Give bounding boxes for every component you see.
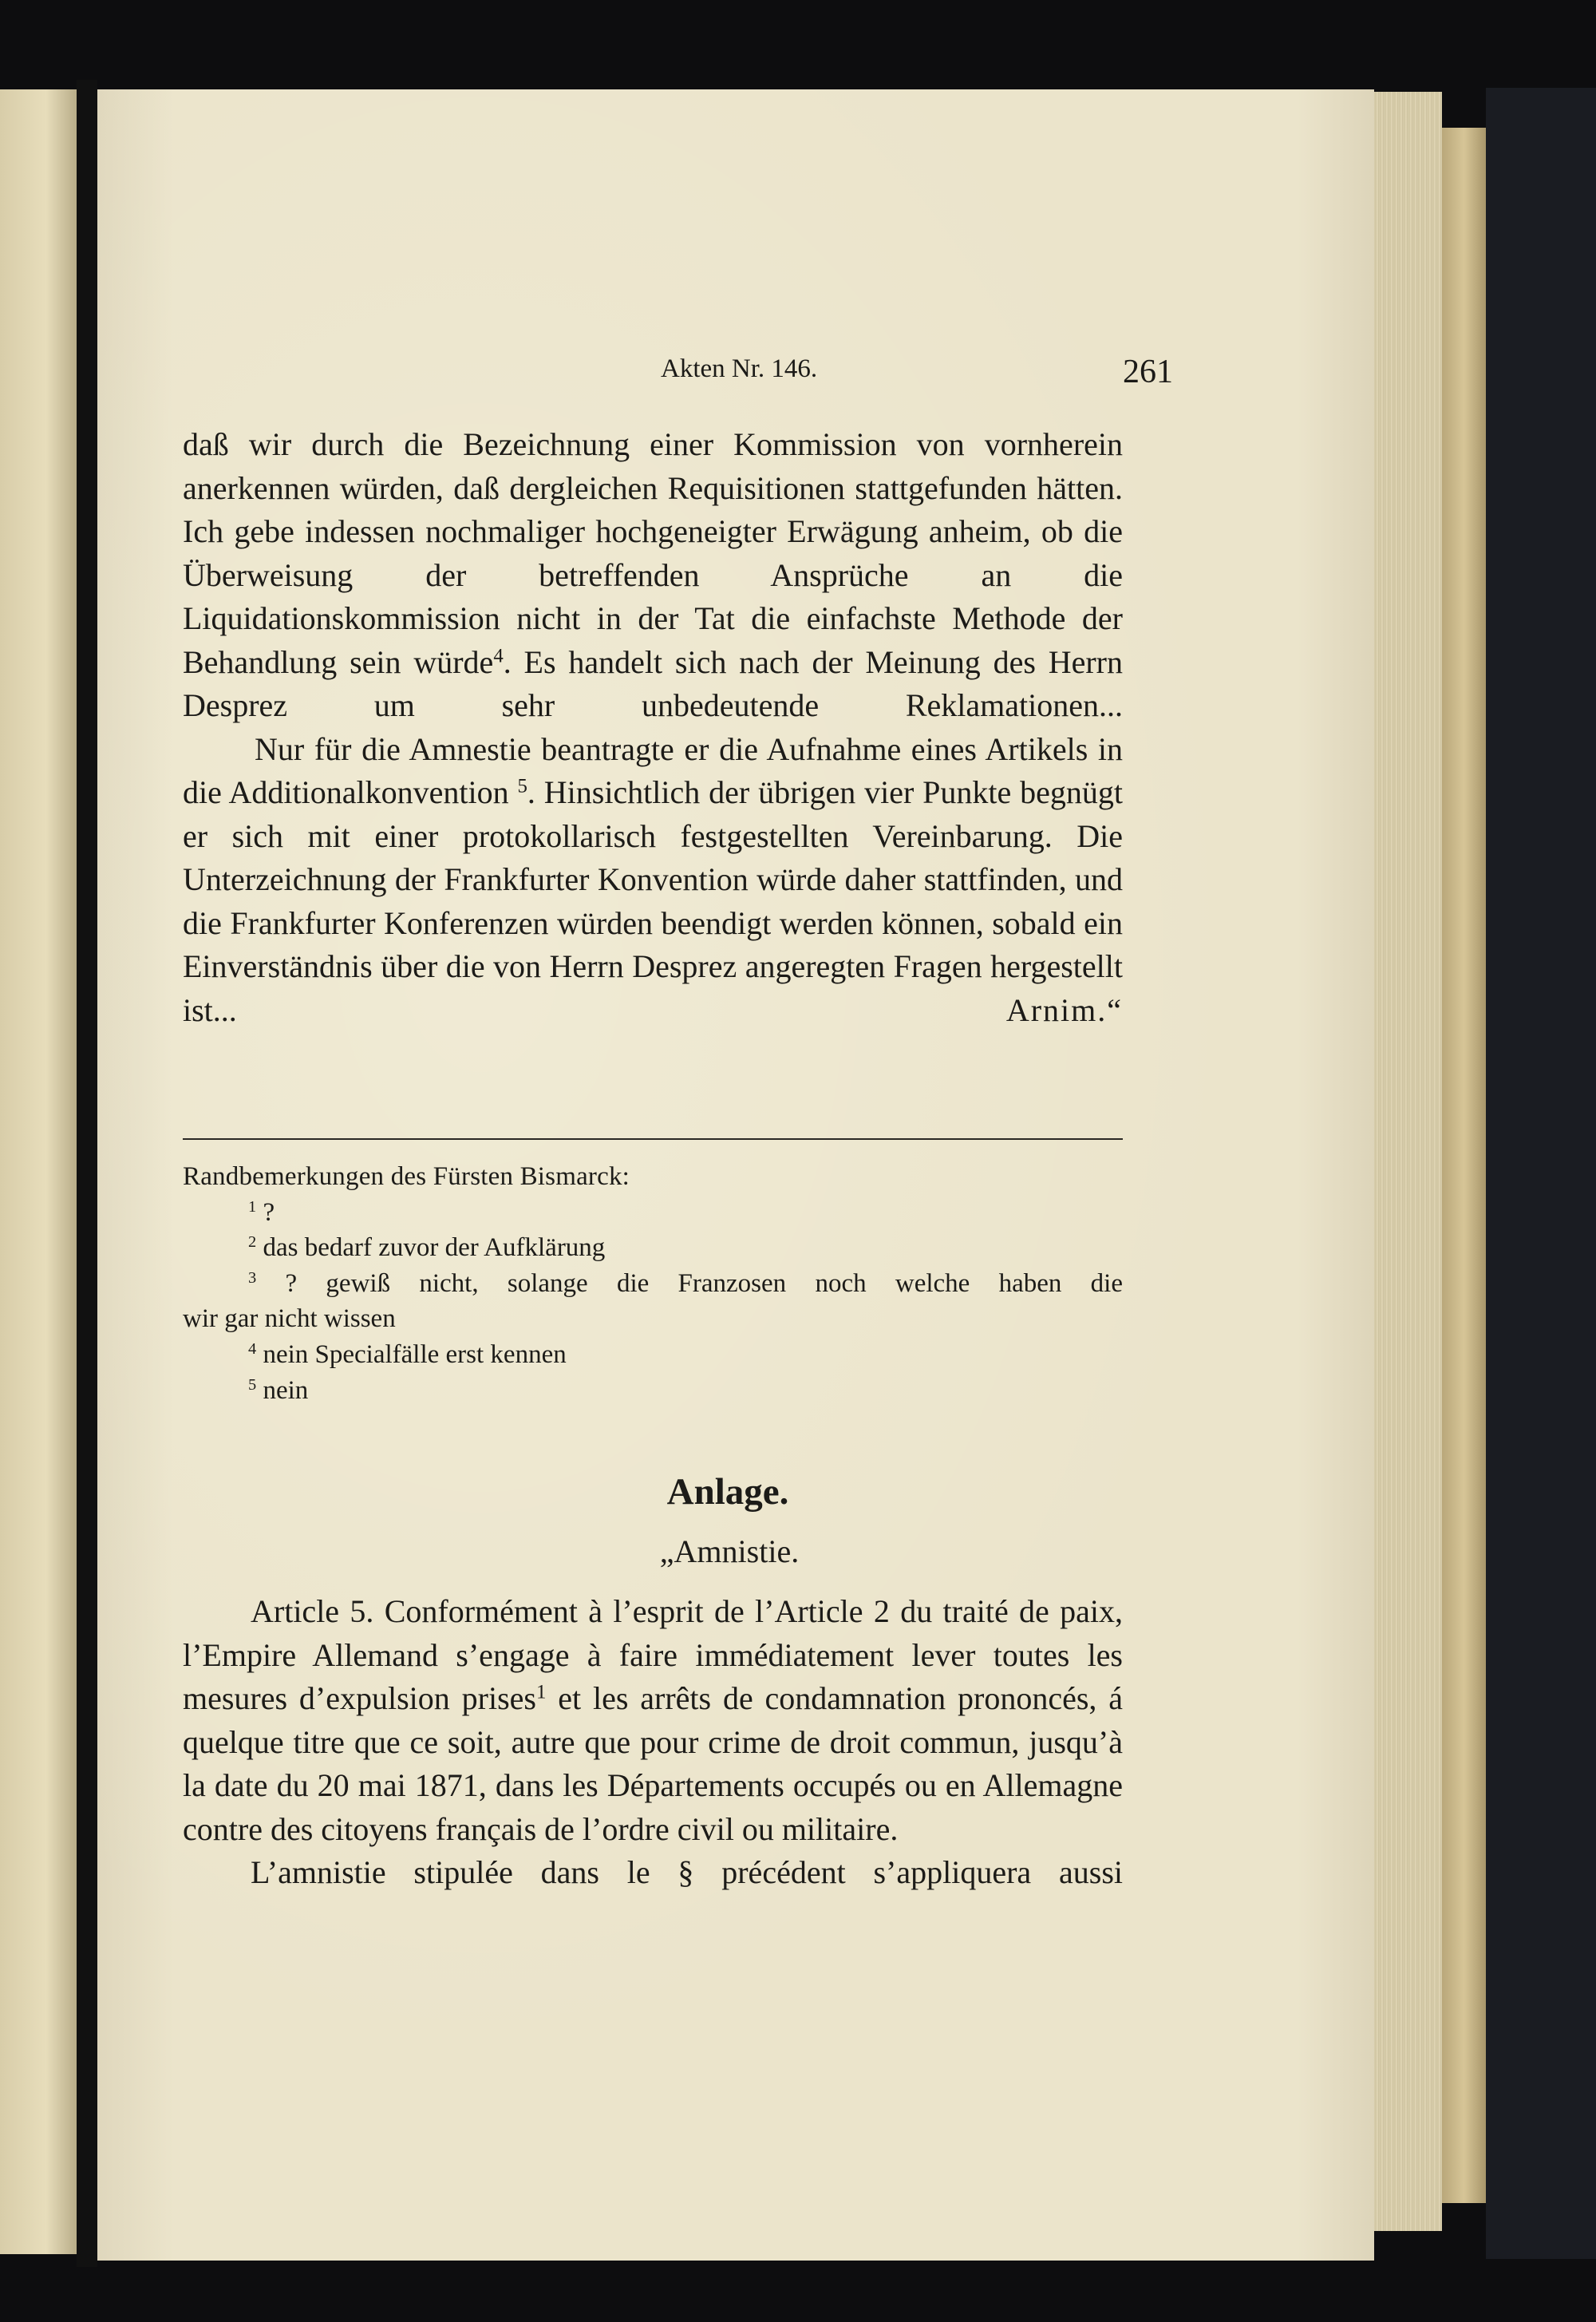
appendix-title: Anlage.	[666, 1471, 789, 1513]
footnote-marker-5: 5	[517, 775, 527, 797]
notes-heading: Randbemerkungen des Fürsten Bismarck:	[183, 1162, 630, 1191]
page-header	[97, 353, 1374, 401]
running-head: Akten Nr. 146.	[661, 354, 818, 383]
book-page	[97, 89, 1374, 2261]
note-3: $^3$ ? gewiß nicht, solange die Franzosen noch welche haben die	[248, 1268, 1123, 1298]
amnesty-paragraph: L’amnistie stipulée dans le § précédent s’appliquera aussi	[251, 1854, 1123, 1890]
page-edges	[1374, 92, 1442, 2231]
left-page-edge	[0, 89, 77, 2254]
signature: Arnim.“	[1005, 991, 1123, 1028]
marginal-notes	[183, 1159, 1123, 1408]
note-4: $^4$ nein Specialfälle erst kennen	[248, 1339, 567, 1369]
footnote-marker-4: 4	[493, 644, 504, 667]
page-number: 261	[1123, 354, 1173, 390]
note-3-continuation: wir gar nicht wissen	[183, 1304, 396, 1334]
book-cover	[1486, 88, 1596, 2259]
book-gutter	[77, 80, 97, 2267]
paragraph-2: Nur für die Amnestie beantragte er die Aufnahme eines Artikels in die Additionalkonvention $^5$. Hinsichtlich der übrigen vier Punkte begnügt er sich mit einer protokollarisch festgestellten Vereinbarung. Die Unterzeichnung der Frankfurter Konvention würde daher stattfinden, und die Frankfurter Konferenzen würden beendigt werden können, sobald ein Einverständnis über die von Herrn Desprez angeregten Fragen hergestellt ist... Arnim.“	[183, 730, 1124, 1028]
paragraph-1: daß wir durch die Bezeichnung einer Kommission von vornherein anerkennen würden, daß dergleichen Requisitionen stattgefunden hätten. Ich gebe indessen nochmaliger hochgeneigter Erwägung anheim, ob die Überweisung der betreffenden Ansprüche an die Liquidationskommission nicht in der Tat die einfachste Methode der Behandlung sein würde$^4$. Es handelt sich nach der Meinung des Herrn Desprez um sehr unbedeutende Reklamationen...	[183, 426, 1123, 723]
note-1: $^1$ ?	[248, 1197, 275, 1227]
footnote-rule	[183, 1138, 1123, 1140]
article-5-paragraph: Article 5. Conformément à l’esprit de l’Article 2 du traité de paix, l’Empire Allemand s’engage à faire immédiatement lever toutes les mesures d’expulsion prises$^1$ et les arrêts de condamnation prononcés, á quelque titre que ce soit, autre que pour crime de droit commun, jusqu’à la date du 20 mai 1871, dans les Départements occupés ou en Allemagne contre des citoyens français de l’ordre civil ou militaire.	[183, 1593, 1124, 1847]
appendix-subtitle: „Amnistie.	[659, 1533, 800, 1569]
note-5: $^5$ nein	[248, 1375, 309, 1405]
cover-edge	[1442, 128, 1486, 2203]
footnote-marker-1: 1	[535, 1681, 547, 1703]
appendix-text	[183, 1590, 1123, 1895]
main-text	[183, 423, 1123, 1032]
note-2: $^2$ das bedarf zuvor der Aufklärung	[248, 1232, 606, 1263]
